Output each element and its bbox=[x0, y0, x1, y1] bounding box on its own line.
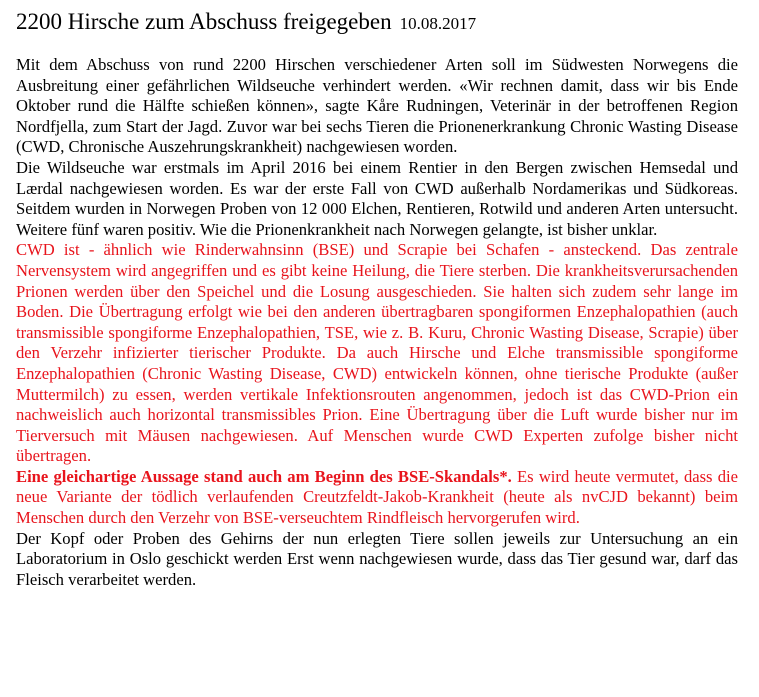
paragraph-testing: Der Kopf oder Proben des Gehirns der nun erlegten Tiere sollen jeweils zur Untersuchung an ein Laboratorium in Oslo geschickt werden Erst wenn nachgewiesen wurde, dass das Tier gesund war, darf das Fleisch verarbeitet werden. bbox=[16, 528, 738, 589]
bse-lead-sentence: Eine gleichartige Aussage stand auch am Beginn des BSE-Skandals*. bbox=[16, 466, 512, 486]
article-title: 2200 Hirsche zum Abschuss freigegeben bbox=[16, 9, 392, 34]
paragraph-disease-info: CWD ist - ähnlich wie Rinderwahnsinn (BSE) und Scrapie bei Schafen - ansteckend. Das zentrale Nervensystem wird angegriffen und es gibt keine Heilung, die Tiere sterben. Die krankheitsverursachenden Prionen werden über den Speichel und die Losung ausgeschieden. Sie halten sich zudem sehr lange im Boden. Die Übertragung erfolgt wie bei den anderen übertragbaren spongiformen Enzephalopathien (auch transmissible spongiforme Enzephalopathien, TSE, wie z. B. Kuru, Chronic Wasting Disease, Scrapie) über den Verzehr infizierter tierischer Produkte. Da auch Hirsche und Elche transmissible spongiforme Enzephalopathien (Chronic Wasting Disease, CWD) entwickeln können, ohne tierische Produkte (außer Muttermilch) zu essen, werden vertikale Infektionsrouten angenommen, jedoch ist das CWD-Prion ein nachweislich auch horizontal transmissibles Prion. Eine Übertragung über die Luft wurde bisher nur im Tierversuch mit Mäusen nachgewiesen. Auf Menschen wurde CWD Experten zufolge bisher nicht übertragen. bbox=[16, 240, 738, 466]
paragraph-history: Die Wildseuche war erstmals im April 2016 bei einem Rentier in den Bergen zwischen Hemsedal und Lærdal nachgewiesen worden. Es war der erste Fall von CWD außerhalb Nordamerikas und Südkoreas. Seitdem wurden in Norwegen Proben von 12 000 Elchen, Rentieren, Rotwild und anderen Arten untersucht. Weitere fünf waren positiv. Wie die Prionenkrankheit nach Norwegen gelangte, ist bisher unklar. bbox=[16, 157, 738, 239]
article-header bbox=[16, 8, 738, 39]
bse-body-text: Es wird heute vermutet, dass die neue Variante der tödlich verlaufenden Creutzfeldt-Jakob-Krankheit (heute als nvCJD bekannt) beim Menschen durch den Verzehr von BSE-verseuchtem Rindfleisch hervorgerufen wird. bbox=[16, 466, 738, 528]
paragraph-intro: Mit dem Abschuss von rund 2200 Hirschen verschiedener Arten soll im Südwesten Norwegens die Ausbreitung einer gefährlichen Wildseuche verhindert werden. «Wir rechnen damit, dass wir bis Ende Oktober rund die Hälfte schießen können», sagte Kåre Rudningen, Veterinär in der betroffenen Region Nordfjella, zum Start der Jagd. Zuvor war bei sechs Tieren die Prionenerkrankung Chronic Wasting Disease (CWD, Chronische Auszehrungskrankheit) nachgewiesen worden. bbox=[16, 55, 738, 157]
article-date: 10.08.2017 bbox=[399, 14, 477, 33]
article bbox=[16, 8, 738, 590]
paragraph-bse-comparison bbox=[16, 467, 738, 529]
